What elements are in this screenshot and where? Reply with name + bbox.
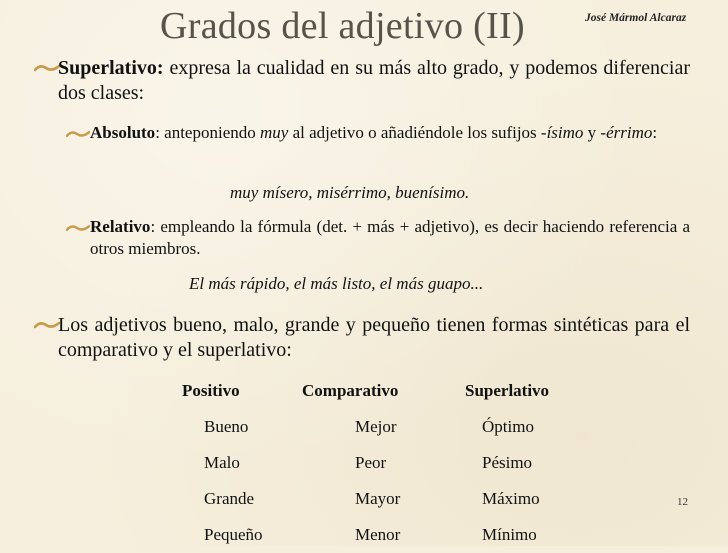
cell-positivo: Grande	[204, 489, 255, 508]
cell-comparativo: Mayor	[355, 489, 401, 508]
absoluto-muy: muy	[260, 123, 289, 142]
cell-positivo: Bueno	[204, 417, 249, 436]
absoluto-y: y	[583, 123, 601, 142]
table-column-positivo	[182, 378, 240, 403]
cell-superlativo: Máximo	[482, 489, 540, 508]
cell-comparativo: Peor	[355, 453, 387, 472]
relativo-example: El más rápido, el más listo, el más guapo...	[189, 274, 484, 293]
author-name: José Mármol Alcaraz	[585, 12, 687, 24]
absoluto-errimo: -érrimo	[600, 123, 653, 142]
tilde-swoosh-icon	[34, 321, 60, 329]
bullet-formas-sinteticas: Los adjetivos bueno, malo, grande y pequeño tienen formas sintéticas para el comparativo y el superlativo:	[58, 314, 690, 361]
absoluto-colon: :	[652, 123, 658, 142]
tilde-swoosh-icon	[66, 224, 92, 232]
absoluto-lead: Absoluto	[90, 123, 156, 142]
cell-comparativo: Mejor	[355, 417, 397, 436]
cell-comparativo: Menor	[355, 525, 401, 544]
tilde-swoosh-icon	[66, 130, 92, 138]
relativo-lead: Relativo	[90, 217, 151, 236]
bullet-absoluto	[90, 122, 690, 144]
cell-positivo: Pequeño	[204, 525, 263, 544]
table-row	[355, 409, 400, 553]
absoluto-text-2: al adjetivo o añadiéndole los sufijos	[288, 123, 541, 142]
superlativo-text: expresa la cualidad en su más alto grado, y podemos diferenciar dos clases:	[58, 57, 690, 104]
header-comparativo: Comparativo	[302, 381, 399, 400]
cell-superlativo: Pésimo	[482, 453, 533, 472]
absoluto-example: muy mísero, misérrimo, buenísimo.	[230, 183, 470, 202]
table-column-superlativo	[465, 378, 549, 403]
header-superlativo: Superlativo	[465, 381, 550, 400]
table-column-comparativo	[302, 378, 398, 403]
relativo-text: : empleando la fórmula (det. + más + adjetivo), es decir haciendo referencia a otros miembros.	[90, 217, 690, 258]
bullet-relativo	[90, 216, 690, 260]
cell-positivo: Malo	[204, 453, 240, 472]
bullet-superlativo	[58, 56, 690, 106]
page-number: 12	[677, 496, 688, 508]
tilde-swoosh-icon	[34, 64, 60, 72]
absoluto-text-1: : anteponiendo	[155, 123, 260, 142]
header-positivo: Positivo	[182, 381, 240, 400]
cell-superlativo: Mínimo	[482, 525, 537, 544]
superlativo-lead: Superlativo:	[58, 57, 164, 79]
slide-title: Grados del adjetivo (II)	[160, 5, 525, 47]
table-row	[482, 409, 540, 553]
absoluto-isimo: -ísimo	[540, 123, 584, 142]
table-row	[204, 409, 263, 553]
cell-superlativo: Óptimo	[482, 417, 534, 436]
